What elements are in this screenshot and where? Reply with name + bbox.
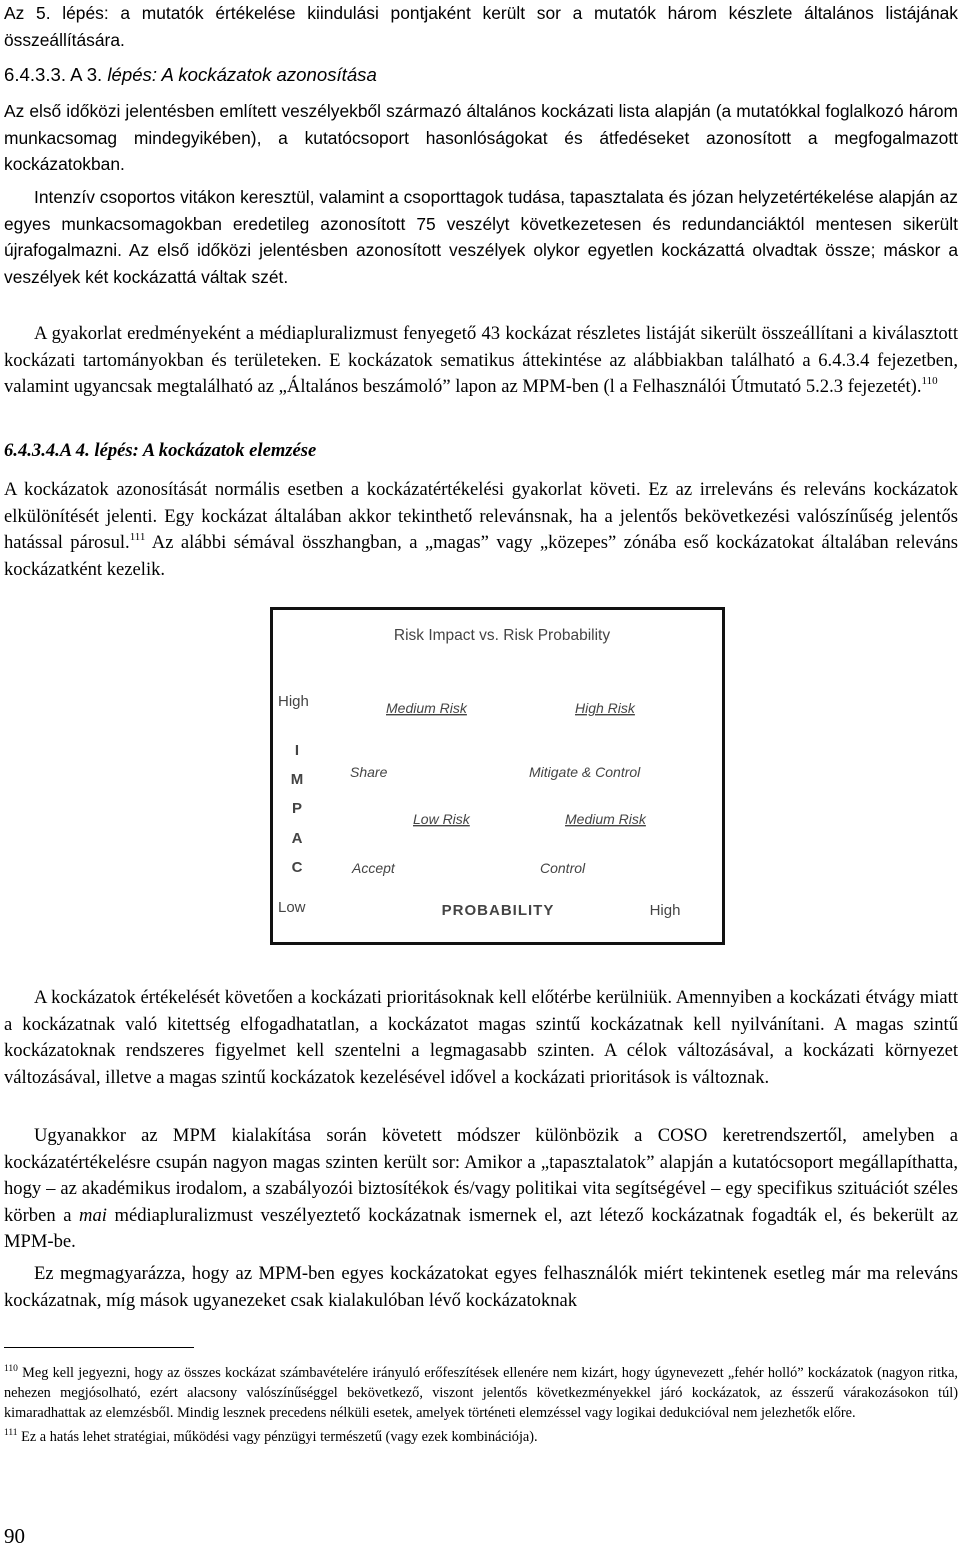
cell-medium-risk-bottom: Medium Risk (565, 811, 646, 827)
y-letter-p: P (291, 800, 303, 817)
footnote-text: Ez a hatás lehet stratégiai, működési vagy pénzügyi természetű (vagy ezek kombinációja). (17, 1429, 538, 1445)
page-number: 90 (4, 1524, 25, 1548)
cell-control: Control (540, 860, 586, 876)
heading-number: 6.4.3.3. A 3. (4, 64, 108, 85)
footnotes (4, 1363, 958, 1447)
method-italic: mai (79, 1204, 107, 1226)
cell-accept: Accept (352, 860, 395, 876)
paragraph-priorities: A kockázatok értékelését követően a kockázati prioritásoknak kell előtérbe kerülniük. Amennyiben a kockázati étvágy miatt a kockázatnak való kitettség elfogadhatatlan, a kockázatot magas szintű kockázatnak kell nyilvánítani. A magas szintű kockázatoknak rendszeres figyelmet kell szentelni a legmagasabb szinten. A célok változásával, a kockázati környezet változásával, illetve a magas szintű kockázatok kezelésével idővel a kockázati prioritások is változnak. (4, 987, 958, 1088)
method-text-b: médiapluralizmust veszélyeztető kockázatnak ismernek el, azt létező kockázatnak fogadták el, és bekerült az MPM-be. (4, 1204, 958, 1253)
footnote-number: 111 (4, 1428, 18, 1438)
figure-title: Risk Impact vs. Risk Probability (393, 627, 611, 644)
analysis-text-a: A kockázatok azonosítását normális esetben a kockázatértékelési gyakorlat követi. Ez az irreleváns és releváns kockázatok elkülönítését jelenti. Egy kockázat általában akkor tekinthető relevánsnak, ha a jelentős bekövetkezési valószínűség jelentős hatással párosul. (4, 479, 958, 554)
paragraph-identification: Az első időközi jelentésben említett veszélyekből származó általános kockázati lista alapján (a mutatókkal foglalkozó három munkacsomag mindegyikében), a kutatócsoport hasonlóságokat és átfedéseket azonosított a megfogalmazott kockázatokban. (4, 101, 958, 175)
cell-medium-risk-top: Medium Risk (386, 700, 467, 716)
x-axis-high: High (649, 902, 681, 919)
cell-share: Share (350, 764, 388, 780)
footnote-separator (4, 1347, 194, 1348)
y-letter-i: I (294, 742, 300, 759)
paragraph-results (4, 321, 958, 401)
paragraph-discussion: Intenzív csoportos vitákon keresztül, valamint a csoporttagok tudása, tapasztalata és józan helyzetértékelése alapján az egyes munkacsomagokban eredetileg azonosított 75 veszélyt következetesen és redundanciáktól mentesen sikerült újrafogalmazni. Az első időközi jelentésben azonosított veszélyek olykor egyetlen kockázattá olvadtak össze; máskor a veszélyek két kockázattá váltak szét. (4, 187, 958, 287)
y-letter-m: M (290, 771, 304, 788)
y-axis-low: Low (278, 899, 306, 916)
cell-low-risk: Low Risk (413, 811, 470, 827)
analysis-text-b: Az alábbi sémával összhangban, a „magas” vagy „közepes” zónába eső kockázatokat általában releváns kockázatként kezelik. (4, 532, 958, 580)
paragraph-intro: Az 5. lépés: a mutatók értékelése kiindulási pontjaként került sor a mutatók három készlete általános listájának összeállítására. (4, 3, 958, 50)
y-letter-a: A (291, 830, 303, 847)
section-heading-4: 6.4.3.4.A 4. lépés: A kockázatok elemzése (4, 440, 317, 461)
footnote-text: Meg kell jegyezni, hogy az összes kockázat számbavételére irányuló erőfeszítések ellenére nem kizárt, hogy úgynevezett „fehér holló” kockázatok (nagyon ritka, nehezen megjósolható, ezért alacsony valószínűséggel bekövetkező, viszont jelentős következményekkel járó kockázatok, az ésszerű várakozásokon túl) kimaradhattak az elemzésből. Mindig lesznek precedens nélküli esetek, amelyek történeti elemzéssel vagy logikai dedukcióval nem jelezhetők előre. (4, 1365, 958, 1421)
heading-title: lépés: A kockázatok azonosítása (107, 64, 377, 85)
cell-high-risk: High Risk (575, 700, 635, 716)
section-heading-3 (4, 62, 958, 88)
footnote-number: 110 (4, 1364, 18, 1374)
x-axis-label: PROBABILITY (441, 902, 555, 919)
footnote-ref-111[interactable]: 111 (129, 531, 146, 544)
y-axis-high: High (278, 693, 309, 710)
paragraph-explanation: Ez megmagyarázza, hogy az MPM-ben egyes kockázatokat egyes felhasználók miért tekintenek esetleg már ma releváns kockázatnak, míg mások ugyanezeket csak kialakulóban lévő kockázatoknak (4, 1263, 958, 1311)
paragraph-method (4, 1123, 958, 1256)
method-text-a: Ugyanakkor az MPM kialakítása során követett módszer különbözik a COSO keretrendszertől, amelyben a kockázatértékelésre csupán nagyon magas szinten került sor: Amikor a „tapasztalatok” alapján a kutatócsoport megállapíthatta, hogy – az akadémikus irodalom, a szabályozói biztosítékok és/vagy politikai vita segítségével – egy specifikus szituációt széles körben a (4, 1125, 958, 1226)
risk-matrix-svg (273, 610, 722, 942)
paragraph-analysis (4, 477, 958, 583)
footnote-110 (4, 1363, 958, 1423)
cell-mitigate-control: Mitigate & Control (529, 764, 641, 780)
footnote-ref-110[interactable]: 110 (921, 375, 938, 388)
y-letter-c: C (291, 859, 303, 876)
results-text: A gyakorlat eredményeként a médiapluralizmust fenyegető 43 kockázat részletes listáját sikerült összeállítani a kiválasztott kockázati tartományokban és területeken. E kockázatok sematikus áttekintése az alábbiakban található a 6.4.3.4 fejezetben, valamint ugyancsak megtalálható az „Általános beszámoló” lapon az MPM-ben (l a Felhasználói Útmutató 5.2.3 fejezetét). (4, 323, 958, 398)
footnote-111 (4, 1427, 958, 1447)
risk-matrix-figure (270, 607, 725, 945)
